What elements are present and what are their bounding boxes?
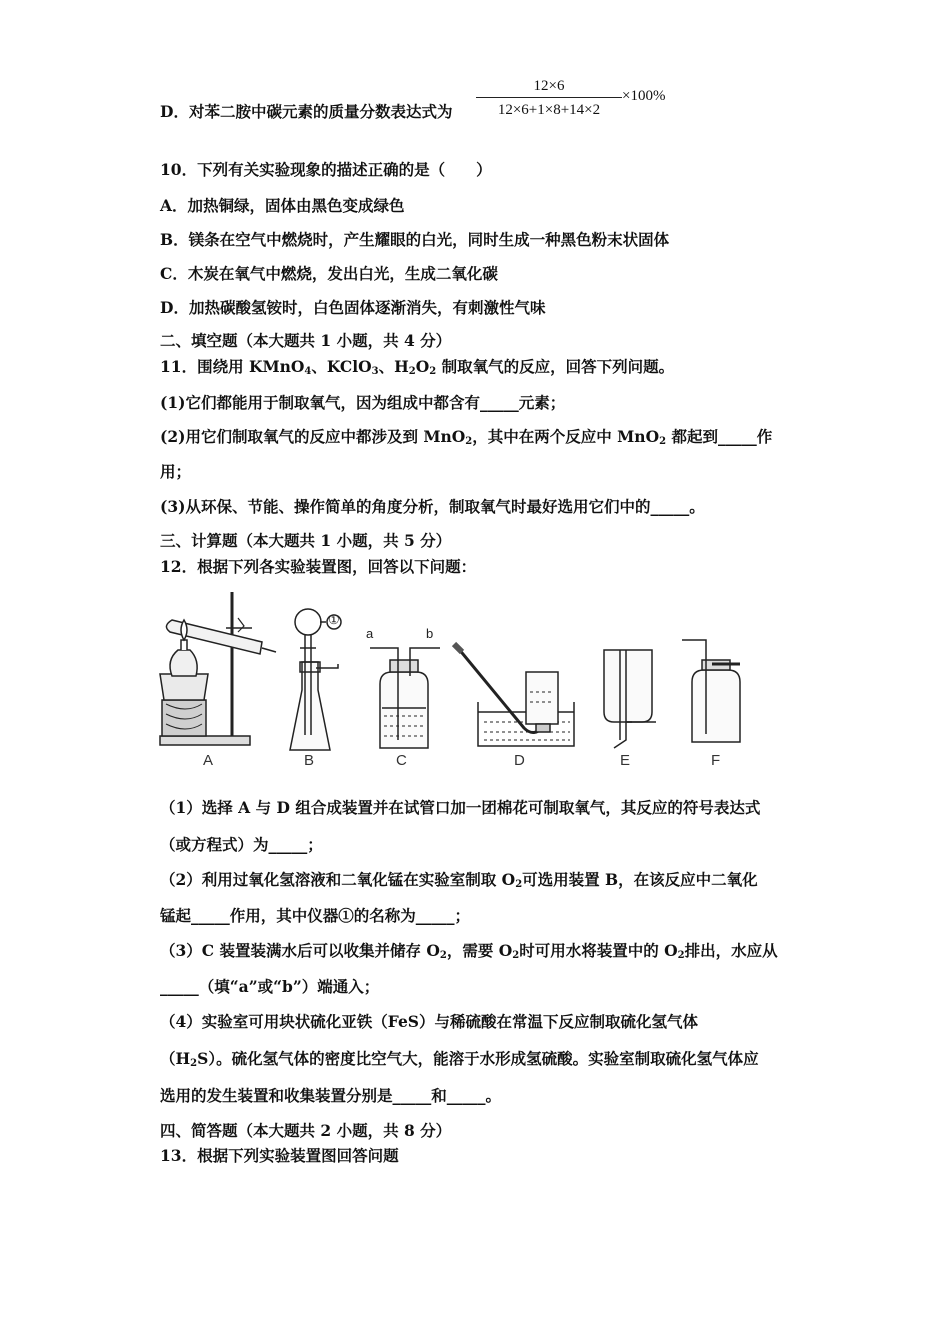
q12-p2-pre: （2）利用过氧化氢溶液和二氧化锰在实验室制取 O xyxy=(160,870,516,889)
q12-p3-sub2: 2 xyxy=(512,950,520,961)
q11-stem-a: 11．围绕用 KMnO xyxy=(160,357,305,376)
label-a: A xyxy=(203,752,214,769)
q12-p3-sub3: 2 xyxy=(677,950,685,961)
q12-part-3-cont: _____（填“a”或“b”）端通入； xyxy=(160,977,380,996)
q11-stem-sub4: 2 xyxy=(429,366,437,377)
label-b: B xyxy=(304,752,315,769)
q12-part-4-cont xyxy=(160,1049,759,1074)
q12-p3-sub: 2 xyxy=(439,950,447,961)
fraction-percent: ×100% xyxy=(622,88,666,104)
apparatus-a xyxy=(160,592,276,745)
label-c: C xyxy=(396,752,407,769)
q11-p2-b: ，其中在两个反应中 MnO xyxy=(472,427,660,446)
port-a-label: a xyxy=(366,626,374,641)
q11-part-2-cont: 用； xyxy=(160,462,192,481)
q13-stem: 13．根据下列实验装置图回答问题 xyxy=(160,1146,399,1165)
q11-stem-e: 制取氧气的反应，回答下列问题。 xyxy=(436,357,675,376)
section-3-heading: 三、计算题（本大题共 1 小题，共 5 分） xyxy=(160,531,452,550)
q12-part-4-end: 选用的发生装置和收集装置分别是_____和_____。 xyxy=(160,1086,502,1105)
section-4-heading: 四、简答题（本大题共 2 小题，共 8 分） xyxy=(160,1121,452,1140)
section-2-heading: 二、填空题（本大题共 1 小题，共 4 分） xyxy=(160,331,452,350)
q11-stem-sub2: 3 xyxy=(371,366,379,377)
q11-stem-d: O xyxy=(415,357,430,376)
q10-option-c: C．木炭在氧气中燃烧，发出白光，生成二氧化碳 xyxy=(160,264,498,283)
q11-p2-sub2: 2 xyxy=(659,436,667,447)
apparatus-d xyxy=(454,644,574,746)
q12-p3-mid: ，需要 O xyxy=(446,941,513,960)
q12-stem: 12．根据下列各实验装置图，回答以下问题： xyxy=(160,557,477,576)
q10-option-d: D．加热碳酸氢铵时，白色固体逐渐消失，有刺激性气味 xyxy=(160,298,546,317)
q11-part-1: (1)它们都能用于制取氧气，因为组成中都含有_____元素； xyxy=(160,393,566,412)
q11-stem-sub1: 4 xyxy=(304,366,312,377)
fraction-numerator: 12×6 xyxy=(533,78,565,94)
label-d: D xyxy=(514,752,525,769)
q12-p4b-post: S）。硫化氢气体的密度比空气大，能溶于水形成氢硫酸。实验室制取硫化氢气体应 xyxy=(197,1049,759,1068)
q10-stem: 10．下列有关实验现象的描述正确的是（ ） xyxy=(160,160,492,179)
q12-part-2-cont: 锰起_____作用，其中仪器①的名称为_____； xyxy=(160,906,471,925)
q12-p3-mid2: 时可用水将装置中的 O xyxy=(519,941,678,960)
label-e: E xyxy=(620,752,631,769)
q12-p2-sub: 2 xyxy=(515,879,523,890)
q12-p4b-pre: （H xyxy=(160,1049,191,1068)
q11-p2-sub: 2 xyxy=(465,436,473,447)
q10-option-a: A．加热铜绿，固体由黑色变成绿色 xyxy=(160,196,405,215)
q12-part-3 xyxy=(160,941,778,966)
q12-p3-post: 排出，水应从 xyxy=(684,941,778,960)
q12-part-1-cont: （或方程式）为_____； xyxy=(160,835,323,854)
q11-stem-c: 、H xyxy=(378,357,409,376)
q12-p4b-sub: 2 xyxy=(190,1058,198,1069)
q9-option-d: D．对苯二胺中碳元素的质量分数表达式为 xyxy=(160,102,453,121)
label-f: F xyxy=(711,752,721,769)
q11-stem-sub3: 2 xyxy=(408,366,416,377)
apparatus-e xyxy=(604,650,656,748)
q11-p2-a: (2)用它们制取氧气的反应中都涉及到 MnO xyxy=(160,427,466,446)
q11-part-3: (3)从环保、节能、操作简单的角度分析，制取氧气时最好选用它们中的_____。 xyxy=(160,497,705,516)
q10-option-b: B．镁条在空气中燃烧时，产生耀眼的白光，同时生成一种黑色粉末状固体 xyxy=(160,230,670,249)
marker-circled-1: ① xyxy=(328,612,340,627)
q12-part-1: （1）选择 A 与 D 组合成装置并在试管口加一团棉花可制取氧气，其反应的符号表达式 xyxy=(160,798,761,817)
apparatus-b xyxy=(290,609,341,750)
q12-p3-pre: （3）C 装置装满水后可以收集并储存 O xyxy=(160,941,440,960)
q11-stem-b: 、KClO xyxy=(311,357,372,376)
q12-p2-post: 可选用装置 B，在该反应中二氧化 xyxy=(522,870,758,889)
port-b-label: b xyxy=(426,626,434,641)
q12-part-4: （4）实验室可用块状硫化亚铁（FeS）与稀硫酸在常温下反应制取硫化氢气体 xyxy=(160,1012,698,1031)
q11-p2-c: 都起到_____作 xyxy=(666,427,773,446)
apparatus-f xyxy=(682,640,740,742)
fraction-denominator: 12×6+1×8+14×2 xyxy=(497,102,601,118)
q12-part-2 xyxy=(160,870,758,895)
apparatus-c xyxy=(370,648,440,748)
